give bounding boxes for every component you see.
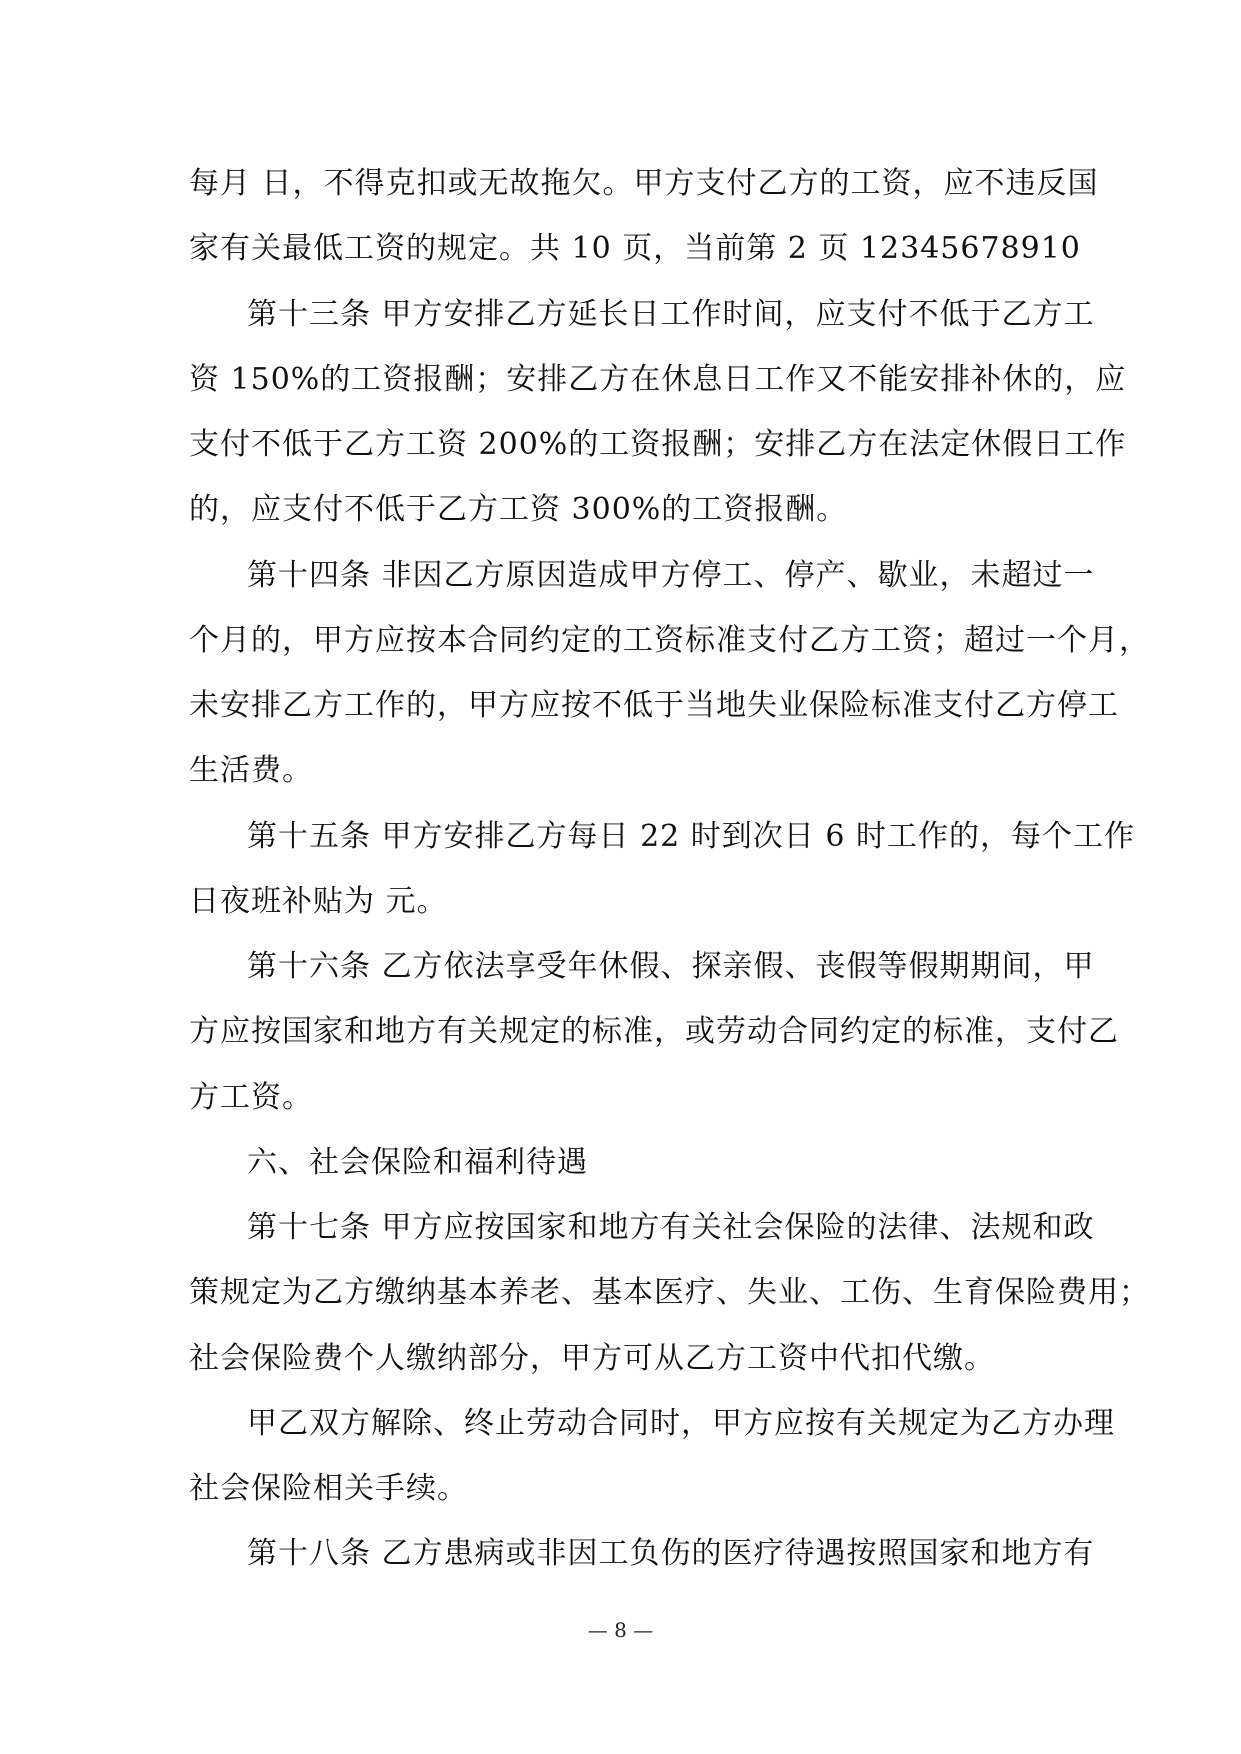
text-line: 每月 日，不得克扣或无故拖欠。甲方支付乙方的工资，应不违反国 bbox=[189, 166, 1099, 201]
text-line: 策规定为乙方缴纳基本养老、基本医疗、失业、工伤、生育保险费用； bbox=[189, 1275, 1150, 1310]
text-line: 个月的，甲方应按本合同约定的工资标准支付乙方工资；超过一个月， bbox=[189, 623, 1150, 658]
section-heading: 六、社会保险和福利待遇 bbox=[247, 1145, 588, 1180]
text-line: 第十三条 甲方安排乙方延长日工作时间，应支付不低于乙方工 bbox=[247, 297, 1095, 332]
text-line: 方应按国家和地方有关规定的标准，或劳动合同约定的标准，支付乙 bbox=[189, 1014, 1119, 1049]
text-line: 社会保险相关手续。 bbox=[189, 1471, 468, 1506]
text-line: 的，应支付不低于乙方工资 300%的工资报酬。 bbox=[189, 492, 848, 527]
text-line: 资 150%的工资报酬；安排乙方在休息日工作又不能安排补休的，应 bbox=[189, 362, 1127, 397]
text-line: 甲乙双方解除、终止劳动合同时，甲方应按有关规定为乙方办理 bbox=[247, 1406, 1115, 1441]
text-line: 第十七条 甲方应按国家和地方有关社会保险的法律、法规和政 bbox=[247, 1210, 1095, 1245]
text-line: 方工资。 bbox=[189, 1080, 313, 1115]
text-line: 第十五条 甲方安排乙方每日 22 时到次日 6 时工作的，每个工作 bbox=[247, 819, 1135, 854]
text-line: 日夜班补贴为 元。 bbox=[189, 884, 448, 919]
text-line: 第十八条 乙方患病或非因工负伤的医疗待遇按照国家和地方有 bbox=[247, 1536, 1095, 1571]
text-line: 家有关最低工资的规定。共 10 页，当前第 2 页 12345678910 bbox=[189, 231, 1081, 266]
text-line: 第十六条 乙方依法享受年休假、探亲假、丧假等假期期间，甲 bbox=[247, 949, 1095, 984]
text-line: 支付不低于乙方工资 200%的工资报酬；安排乙方在法定休假日工作 bbox=[189, 427, 1127, 462]
text-line: 第十四条 非因乙方原因造成甲方停工、停产、歇业，未超过一 bbox=[247, 558, 1095, 593]
page-number: — 8 — bbox=[587, 1618, 654, 1642]
text-line: 未安排乙方工作的，甲方应按不低于当地失业保险标准支付乙方停工 bbox=[189, 688, 1119, 723]
text-line: 社会保险费个人缴纳部分，甲方可从乙方工资中代扣代缴。 bbox=[189, 1341, 995, 1376]
text-line: 生活费。 bbox=[189, 753, 313, 788]
